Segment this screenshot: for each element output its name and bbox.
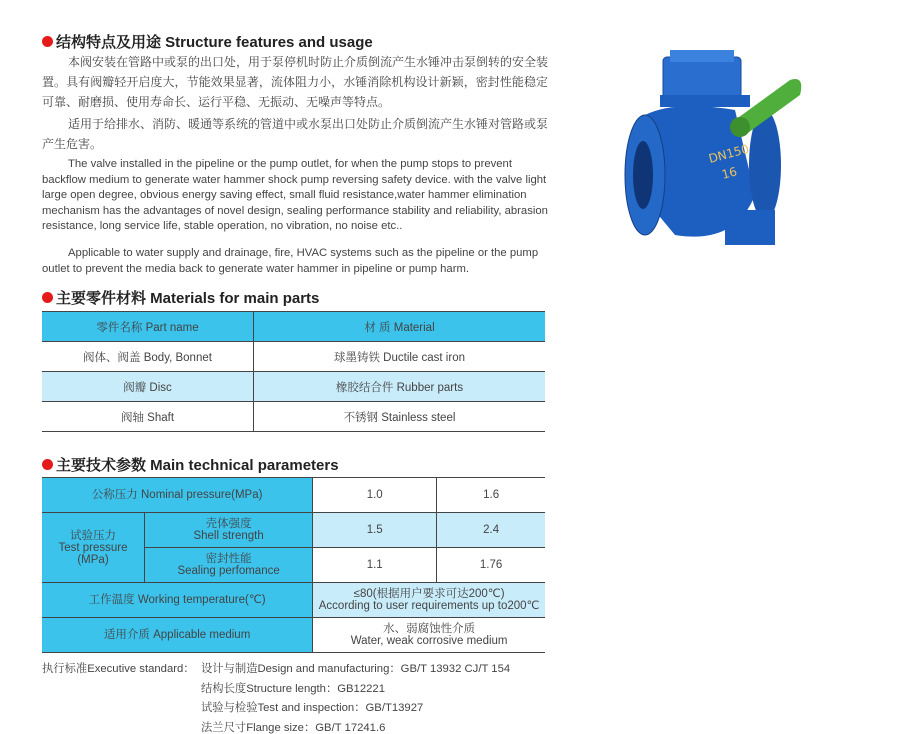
bullet-icon: [42, 36, 53, 47]
standard-line: 设计与制造Design and manufacturing：GB/T 13932 CJ/T 154: [201, 663, 511, 675]
section-heading-structure: [42, 31, 373, 52]
heading-text: 结构特点及用途 Structure features and usage: [56, 34, 373, 51]
cn-paragraph-1: 本阀安装在管路中或泵的出口处，用于泵停机时防止介质倒流产生水锤冲击泵倒转的安全装置。具有阀瓣轻开启度大，节能效果显著，流体阻力小，水锤消除机构设计新颖，密封性能稳定可靠、耐磨损、使用寿命长、运行平稳、无振动、无噪声等特点。: [42, 55, 549, 109]
cell: 水、弱腐蚀性介质 Water, weak corrosive medium: [313, 618, 545, 653]
section-heading-materials: [42, 287, 319, 308]
table-header-row: [42, 312, 545, 342]
heading-text: 主要技术参数 Main technical parameters: [56, 457, 339, 474]
standard-line: 法兰尺寸Flange size：GB/T 17241.6: [201, 722, 386, 734]
cell: 1.0: [313, 478, 437, 513]
bullet-icon: [42, 459, 53, 470]
header-cell: 材 质 Material: [254, 312, 546, 342]
cell: 球墨铸铁 Ductile cast iron: [254, 342, 546, 372]
table-row: [42, 583, 545, 618]
cell: 公称压力 Nominal pressure(MPa): [42, 478, 313, 513]
materials-table: [42, 311, 545, 432]
en-paragraph-1: The valve installed in the pipeline or the pump outlet, for when the pump stops to prevent backflow medium to generate water hammer shock pump reversing safety device. with the valve light large open degree, obvious energy saving effect, small fluid resistance,water hammer elimination mechanism has the advantages of novel design, sealing performance stability and reliability, abrasion resistance, long service life, stable operation, no vibration, no noise etc..: [42, 158, 548, 232]
cell: 阀体、阀盖 Body, Bonnet: [42, 342, 254, 372]
cell: 适用介质 Applicable medium: [42, 618, 313, 653]
standards-label: 执行标准Executive standard：: [42, 663, 195, 675]
cell: 2.4: [437, 513, 545, 548]
parameters-table: [42, 477, 545, 653]
cell: 1.76: [437, 548, 545, 583]
cell: 1.5: [313, 513, 437, 548]
heading-text: 主要零件材料 Materials for main parts: [56, 290, 320, 307]
cell: 试验压力 Test pressure (MPa): [42, 513, 145, 583]
table-row: [42, 478, 545, 513]
en-paragraph-2: Applicable to water supply and drainage, fire, HVAC systems such as the pipeline or the pump outlet to prevent the media back to generate water hammer in pipeline or pump harm.: [42, 247, 539, 275]
cell: ≤80(根据用户要求可达200℃) According to user requirements up to200℃: [313, 583, 545, 618]
section-heading-parameters: [42, 454, 339, 475]
cell: 工作温度 Working temperature(℃): [42, 583, 313, 618]
cell: 阀轴 Shaft: [42, 402, 254, 432]
cell: 橡胶结合件 Rubber parts: [254, 372, 546, 402]
standard-line: 试验与检验Test and inspection：GB/T13927: [201, 702, 424, 714]
valve-marking: DN150: [707, 141, 751, 166]
header-cell: 零件名称 Part name: [42, 312, 254, 342]
table-row: [42, 618, 545, 653]
table-row: [42, 402, 545, 432]
valve-image: [615, 45, 820, 265]
table-row: [42, 372, 545, 402]
cell: 阀瓣 Disc: [42, 372, 254, 402]
cell: 不锈钢 Stainless steel: [254, 402, 546, 432]
cell: 1.6: [437, 478, 545, 513]
cell: 壳体强度 Shell strength: [145, 513, 313, 548]
svg-text:16: 16: [720, 164, 739, 182]
table-row: [42, 513, 545, 548]
cell: 1.1: [313, 548, 437, 583]
cell: 密封性能 Sealing perfomance: [145, 548, 313, 583]
table-row: [42, 342, 545, 372]
cn-paragraph-2: 适用于给排水、消防、暖通等系统的管道中或水泵出口处防止介质倒流产生水锤对管路或泵产生危害。: [42, 117, 549, 151]
bullet-icon: [42, 292, 53, 303]
standard-line: 结构长度Structure length：GB12221: [201, 683, 385, 695]
